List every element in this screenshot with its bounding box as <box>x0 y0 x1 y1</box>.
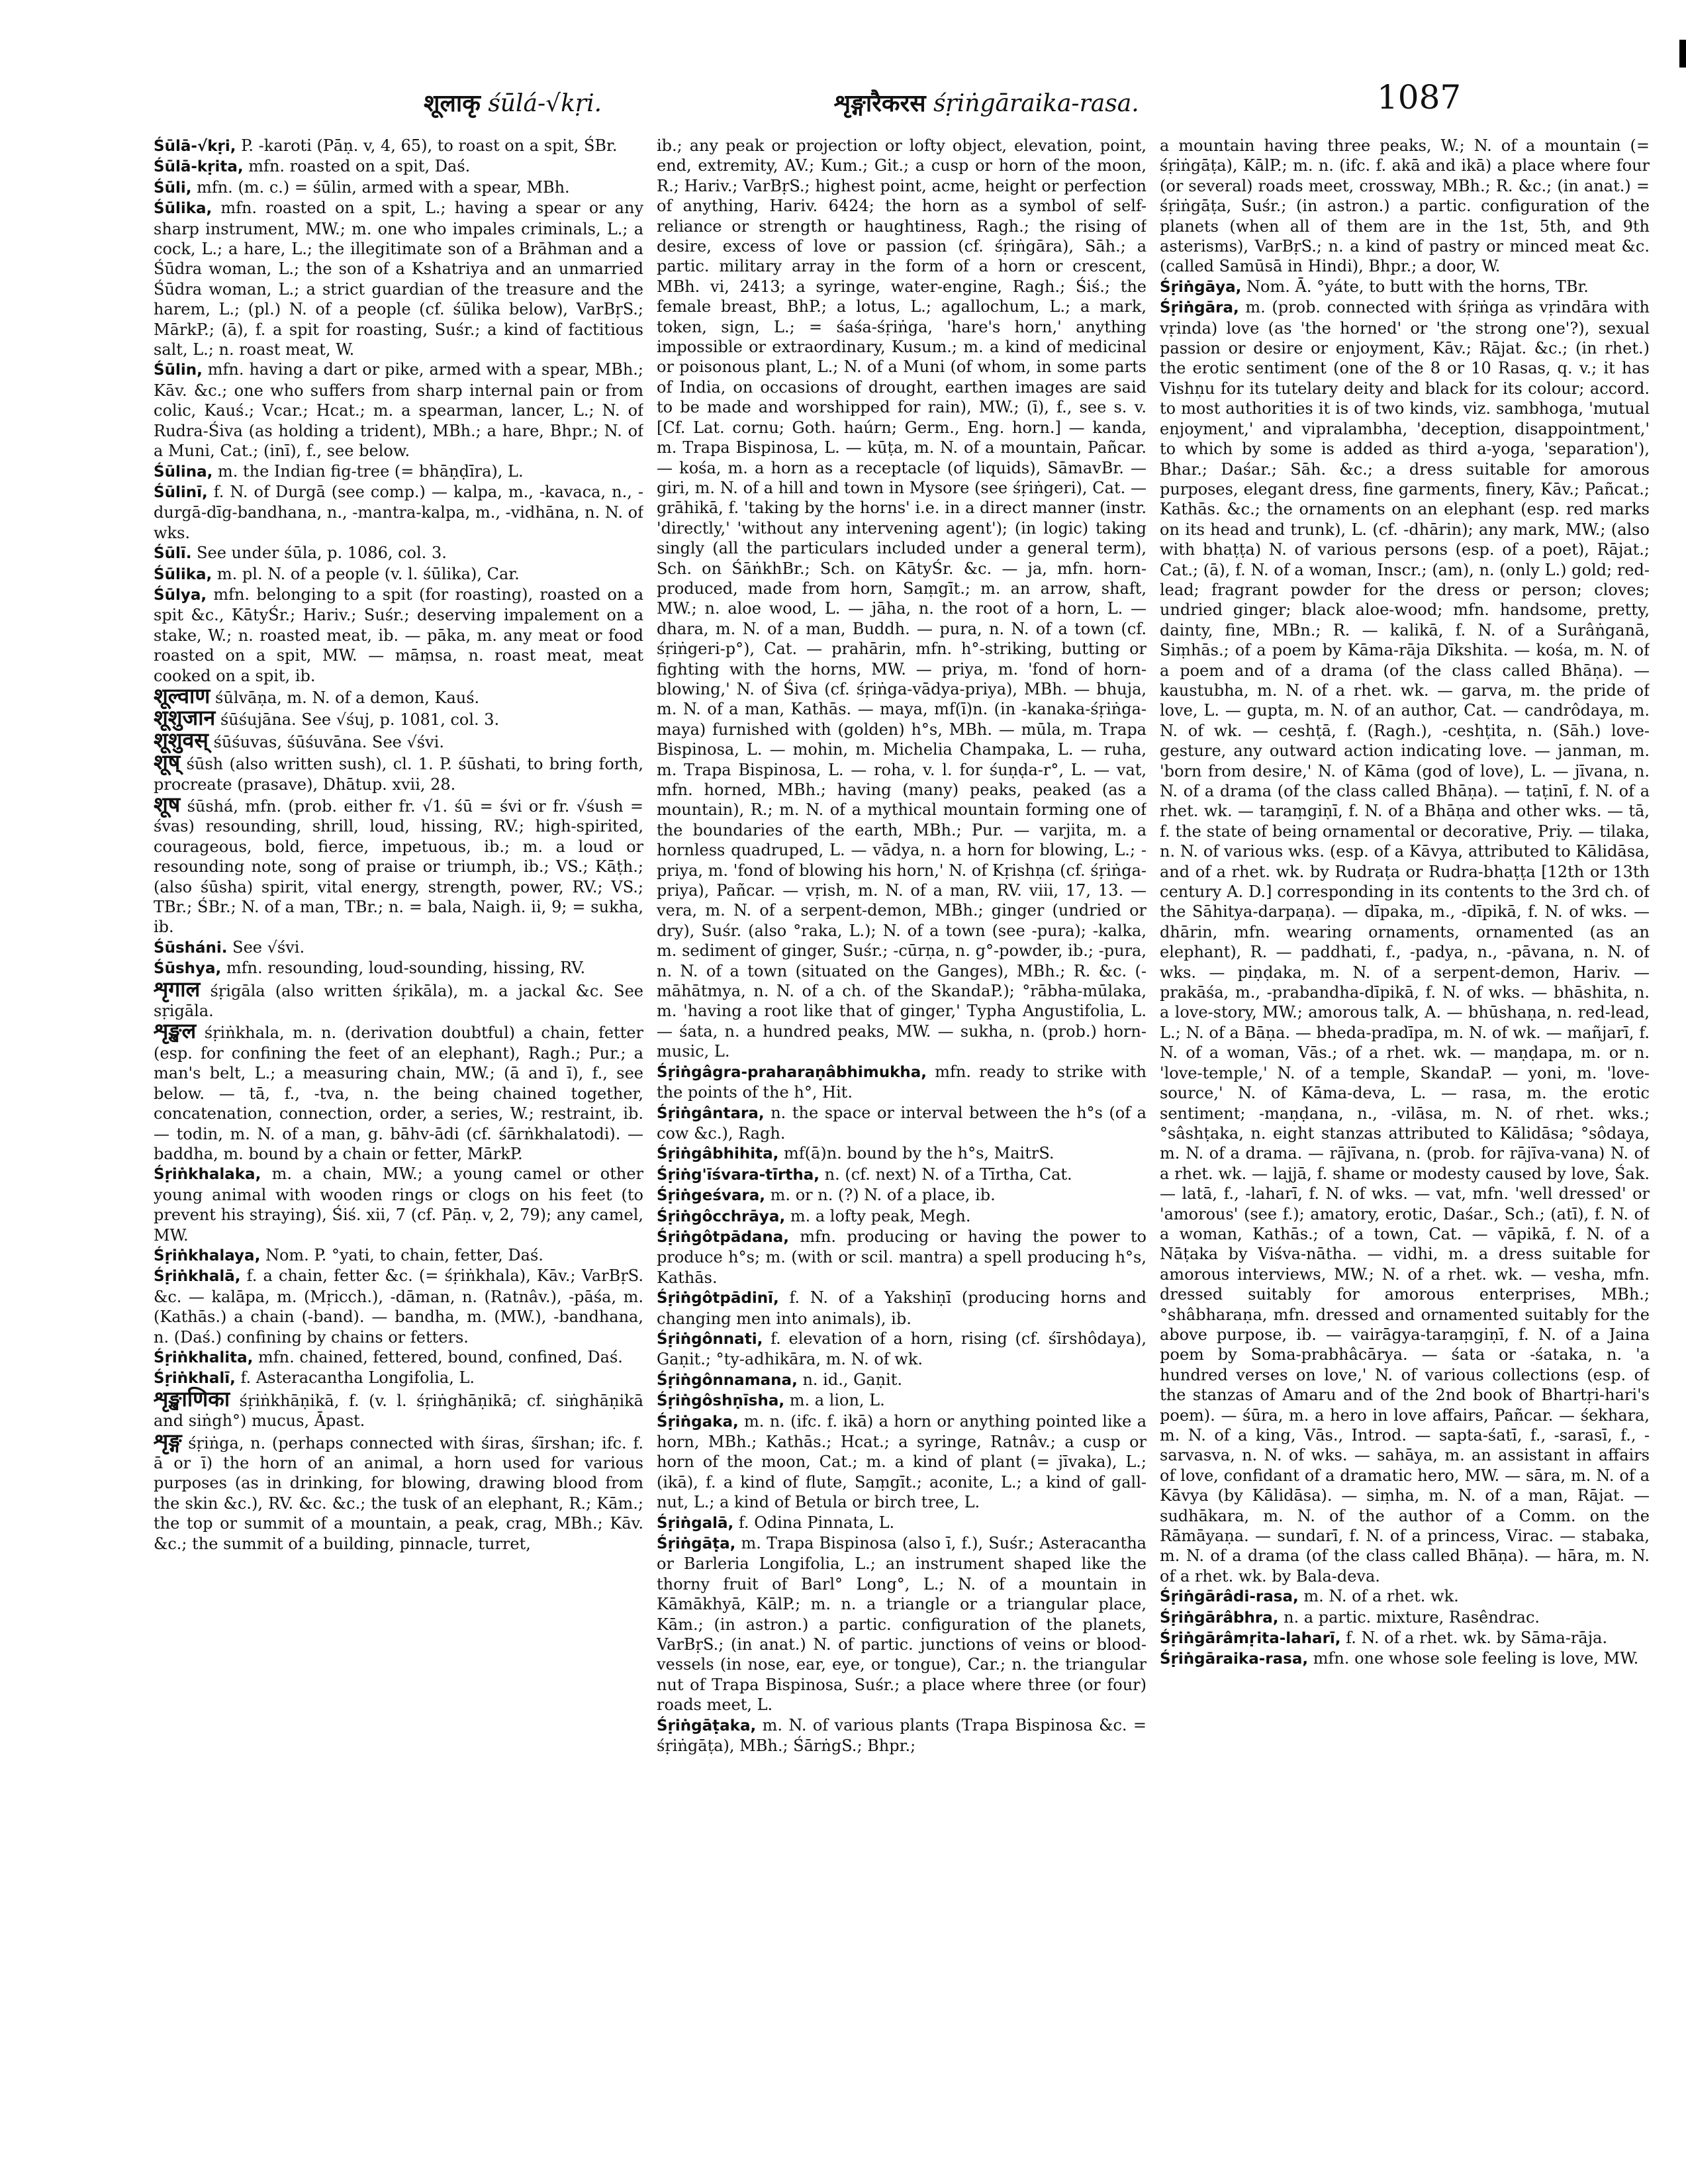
header-right-latin: śṛiṅgāraika-rasa. <box>933 90 1139 117</box>
dictionary-entry <box>1160 1648 1650 1669</box>
entry-headword: Śṛiṅgāraika-rasa, <box>1160 1650 1309 1668</box>
entry-definition: Nom. P. °yati, to chain, fetter, Daś. <box>260 1245 543 1264</box>
entry-definition: f. a chain, fetter &c. (= śṛiṅkhala), Kāv.; VarBṛS. &c. — kalāpa, m. (Mṛicch.), -dāman, n. (Ratnâv.), -pāśa, m. (Kathās.) a chain (-band). — bandha, m. (MW.), -bandhana, n. (Daś.) confining by chains or fetters. <box>154 1266 643 1347</box>
entry-headword: Śṛiṅgalā, <box>657 1514 734 1532</box>
entry-definition: śṛiṅkhala, m. n. (derivation doubtful) a chain, fetter (esp. for confining the feet of an elephant), Ragh.; Pur.; a man's belt, L.; a measuring chain, MW.; (ā and ī), f., see below. — tā, f., -tva, n. the being chained together, concatenation, connection, order, a series, W.; restraint, ib. — todin, m. N. of a man, g. bāhv-ādi (cf. śārṅkhalatodi). — baddha, m. bound by a chain or fetter, MārkP. <box>154 1023 643 1163</box>
entry-headword: Śūlika, <box>154 200 212 218</box>
entry-headword: Śṛiṅgântara, <box>657 1104 765 1122</box>
entry-headword: Śūlika, <box>154 565 212 583</box>
entry-headword: Śṛiṅgôshṇīsha, <box>657 1392 785 1410</box>
dictionary-entry <box>657 1143 1147 1164</box>
dictionary-entry <box>154 136 643 156</box>
header-left-devanagari: शूलाकृ <box>424 89 481 117</box>
entry-headword: Śṛiṅgôtpādinī, <box>657 1290 779 1307</box>
entry-headword: Śūlya, <box>154 586 207 604</box>
entry-headword: Śṛiṅgāra, <box>1160 299 1239 317</box>
page-number: 1087 <box>1377 78 1462 117</box>
entry-definition: mfn. belonging to a spit (for roasting), roasted on a spit &c., KātyŚr.; Hariv.; Suśr.; deserving impalement on a stake, W.; n. roasted meat, ib. — pāka, m. any meat or food roasted on a spit, MW. — māṃsa, n. roast meat, meat cooked on a spit, ib. <box>154 585 643 685</box>
entry-definition: f. Asteracantha Longifolia, L. <box>235 1368 475 1388</box>
dictionary-entry <box>154 198 643 359</box>
dictionary-entry <box>154 461 643 482</box>
dictionary-entry <box>1160 1628 1650 1648</box>
entry-headword: Śṛiṅkhalaya, <box>154 1247 261 1264</box>
entry-definition: Nom. Ā. °yáte, to butt with the horns, TBr. <box>1241 277 1589 296</box>
entry-devanagari-headword: शृङ्खाणिका <box>154 1386 230 1411</box>
entry-devanagari-headword: शूशुजान <box>154 705 216 731</box>
entry-headword: Śūlā-kṛita, <box>154 158 244 176</box>
dictionary-entry <box>154 794 643 937</box>
entry-definition: mfn. chained, fettered, bound, confined, Daś. <box>253 1347 623 1366</box>
dictionary-entry <box>1160 1586 1650 1607</box>
entry-definition: mfn. one whose sole feeling is love, MW. <box>1308 1649 1639 1668</box>
dictionary-entry <box>657 1715 1147 1756</box>
dictionary-entry <box>154 1164 643 1245</box>
dictionary-entry <box>154 958 643 978</box>
entry-definition: n. id., Gaṇit. <box>797 1370 902 1389</box>
entry-definition: mfn. ready to strike with the points of the h°, Hit. <box>657 1062 1147 1102</box>
entry-definition: m. Trapa Bispinosa (also ī, f.), Suśr.; Asteracantha or Barleria Longifolia, L.; an instrument shaped like the thorny fruit of Barl° Long°, L.; N. of a mountain in Kāmākhyā, KālP.; m. n. a triangle or a triangular place, Kām.; (in astron.) a partic. configuration of the planets, VarBṛS.; (in anat.) N. of partic. junctions of veins or blood-vessels (in nose, ear, eye, or tongue), Car.; n. the triangular nut of Trapa Bispinosa, Suśr.; a place where three (or four) roads meet, L. <box>657 1534 1147 1715</box>
entry-definition: mfn. resounding, loud-sounding, hissing, RV. <box>221 959 586 978</box>
dictionary-entry <box>657 1513 1147 1533</box>
dictionary-entry <box>154 359 643 461</box>
dictionary-entry <box>657 1227 1147 1288</box>
dictionary-entry <box>154 749 643 794</box>
entry-definition: śṛigāla (also written śṛikāla), m. a jackal &c. See sṛigāla. <box>154 981 643 1021</box>
dictionary-entry <box>657 1288 1147 1329</box>
header-left-headword <box>424 86 602 119</box>
entry-definition: mfn. roasted on a spit, L.; having a spear or any sharp instrument, MW.; m. one who impales criminals, L.; a cock, L.; a hare, L.; the illegitimate son of a Brāhman and a Śūdra woman, L.; the son of a Kshatriya and an unmarried Śūdra woman, L.; a strict guardian of the treasure and the harem, L.; (pl.) N. of a people (cf. śūlika below), VarBṛS.; MārkP.; (ā), f. a spit for roasting, Suśr.; a kind of factitious salt, L.; n. roast meat, W. <box>154 199 643 359</box>
entry-headword: Śūlā-√kṛi, <box>154 138 236 155</box>
entry-headword: Śṛiṅgaka, <box>657 1413 739 1431</box>
dictionary-entry <box>154 1245 643 1266</box>
dictionary-entry <box>154 727 643 753</box>
column-1 <box>154 136 643 2161</box>
entry-headword: Śūsháni. <box>154 939 228 957</box>
dictionary-entry <box>154 705 643 731</box>
entry-definition: śṛiṅga, n. (perhaps connected with śiras, śīrshan; ifc. f. ā or ī) the horn of an animal, a horn used for various purposes (as in drinking, for blowing, drawing blood from the skin &c.), RV. &c. &c.; the tusk of an elephant, R.; Kām.; the top or summit of a mountain, a peak, crag, MBh.; Kāv. &c.; the summit of a building, pinnacle, turret, <box>154 1433 643 1553</box>
entry-definition: mfn. having a dart or pike, armed with a spear, MBh.; Kāv. &c.; one who suffers from sharp internal pain or from colic, Kauś.; Vcar.; Hcat.; m. a spearman, lancer, L.; N. of Rudra-Śiva (as holding a trident), MBh.; a hare, Bhpr.; N. of a Muni, Cat.; (inī), f., see below. <box>154 360 643 461</box>
entry-definition: mf(ā)n. bound by the h°s, MaitrS. <box>778 1144 1054 1163</box>
entry-definition: a mountain having three peaks, W.; N. of a mountain (= śṛiṅgāṭa), KālP.; m. n. (ifc. f. akā and ikā) a place where four (or several) roads meet, crossway, MBh.; R. &c.; (in anat.) = śṛiṅgāṭa, Suśr.; (in astron.) a partic. configuration of the planets (when all of them are in the 1st, 5th, and 9th asterisms), VarBṛS.; n. a kind of pastry or minced meat &c. (called Samūsā in Hindi), Bhpr.; a door, W. <box>1160 136 1650 276</box>
entry-definition: śūshá, mfn. (prob. either fr. √1. śū = śvi or fr. √śush = śvas) resounding, shrill, loud, hissing, RV.; high-spirited, courageous, bold, fierce, impetuous, ib.; m. a loud or resounding note, song of praise or triumph, ib.; VS.; Kāṭh.; (also śūsha) spirit, vital energy, strength, power, RV.; VS.; TBr.; ŚBr.; N. of a man, TBr.; n. = bala, Naigh. ii, 9; = sukha, ib. <box>154 797 643 937</box>
entry-headword: Śṛiṅkhalā, <box>154 1268 241 1286</box>
column-2 <box>657 136 1147 2161</box>
page-edge-mark <box>1679 40 1686 68</box>
dictionary-entry <box>154 1428 643 1554</box>
entry-headword: Śṛiṅgārâdi-rasa, <box>1160 1588 1299 1606</box>
dictionary-entry <box>657 1390 1147 1411</box>
entry-headword: Śṛiṅgāya, <box>1160 278 1242 296</box>
entry-headword: Śūlī. <box>154 545 192 563</box>
dictionary-entry <box>154 482 643 543</box>
entry-definition: f. N. of a rhet. wk. by Sāma-rāja. <box>1340 1629 1608 1648</box>
entry-definition: ib.; any peak or projection or lofty object, elevation, point, end, extremity, AV.; Kum.; Git.; a cusp or horn of the moon, R.; Hariv.; VarBṛS.; highest point, acme, height or perfection of anything, Hariv. 6424; the horn as a symbol of self-reliance or strength or haughtiness, Ragh.; the rising of desire, excess of love or passion (cf. śṛiṅgāra), Sāh.; a partic. military array in the form of a horn or crescent, MBh. vi, 2413; a syringe, water-engine, Ragh.; Śiś.; the female breast, BhP.; a lotus, L.; agallochum, L.; a mark, token, sign, L.; = śaśa-śṛiṅga, 'hare's horn,' anything impossible or extraordinary, Kusum.; m. a kind of medicinal or poisonous plant, L.; N. of a Muni (of whom, in some parts of India, on occasions of drought, earthen images are said to be made and worshipped for rain), MW.; (ī), f., see s. v. [Cf. Lat. cornu; Goth. haúrn; Germ., Eng. horn.] — kanda, m. Trapa Bispinosa, L. — kūṭa, m. N. of a mountain, Pañcar. — kośa, m. a horn as a receptacle (of liquids), SāmavBr. — giri, m. N. of a hill and town in Mysore (see śṛiṅgeri), Cat. — grāhikā, f. 'taking by the horns' i.e. in a direct manner (instr. 'directly,' 'without any intervening agent'); (in logic) taking singly (all the particulars included under a general term), Sch. on ŚāṅkhBr.; Sch. on KātyŚr. &c. — ja, mfn. horn-produced, made from horn, Saṃgīt.; m. an arrow, shaft, MW.; n. aloe wood, L. — jāha, n. the root of a horn, L. — dhara, m. N. of a man, Buddh. — pura, n. N. of a town (cf. śṛiṅgeri-p°), Cat. — prahārin, mfn. h°-striking, butting or fighting with the horns, MW. — priya, m. 'fond of horn-blowing,' N. of Śiva (cf. śṛiṅga-vādya-priya), MBh. — bhuja, m. N. of a man, Kathās. — maya, mf(ī)n. (in -kanaka-śṛiṅga-maya) furnished with (golden) h°s, MBh. — mūla, m. Trapa Bispinosa, L. — mohin, m. Michelia Champaka, L. — ruha, m. Trapa Bispinosa, L. — roha, v. l. for śuṇḍa-r°, L. — vat, mfn. horned, MBh.; having (many) peaks, peaked (as a mountain), R.; m. N. of a mythical mountain forming one of the boundaries of the earth, MBh.; Pur. — varjita, m. a hornless quadruped, L. — vādya, n. a horn for blowing, L.; -priya, m. 'fond of blowing his horn,' N. of Kṛishṇa (cf. śṛiṅga-priya), Pañcar. — vṛish, m. N. of a man, RV. viii, 17, 13. — vera, m. N. of a serpent-demon, MBh.; ginger (undried or dry), Suśr. (also °raka, L.); N. of a town (see -pura); -kalka, m. sediment of ginger, Suśr.; -cūrṇa, n. g°-powder, ib.; -pura, n. N. of a town (situated on the Ganges), MBh.; R. &c. (-māhātmya, n. N. of a ch. of the SkandaP.); °rābha-mūlaka, m. 'having a root like that of ginger,' Typha Angustifolia, L. — śata, n. a hundred peaks, MW. — sukha, n. (prob.) horn-music, L. <box>657 136 1147 1061</box>
entry-headword: Śṛiṅgāṭaka, <box>657 1717 757 1734</box>
entry-definition: f. elevation of a horn, rising (cf. śīrshôdaya), Gaṇit.; °ty-adhikāra, m. N. of wk. <box>657 1329 1147 1369</box>
entry-definition: m. pl. N. of a people (v. l. śūlika), Car. <box>212 564 520 583</box>
entry-definition: m. the Indian fig-tree (= bhāṇḍīra), L. <box>212 461 524 481</box>
entry-headword: Śṛiṅkhalaka, <box>154 1166 261 1184</box>
entry-devanagari-headword: शूष <box>154 792 181 817</box>
entry-devanagari-headword: शूष् <box>154 749 181 775</box>
entry-devanagari-headword: शूल्वाण <box>154 683 211 708</box>
entry-definition: f. Odina Pinnata, L. <box>733 1513 895 1532</box>
dictionary-entry <box>1160 277 1650 297</box>
entry-headword: Śūshya, <box>154 960 222 978</box>
entry-headword: Śūlinī, <box>154 483 208 501</box>
entry-definition: śūśuvas, śūśuvāna. See √śvi. <box>208 732 444 751</box>
entry-headword: Śṛiṅgāṭa, <box>657 1535 736 1553</box>
entry-headword: Śṛiṅgâgra-praharaṇâbhimukha, <box>657 1063 927 1081</box>
dictionary-entry <box>657 1062 1147 1103</box>
dictionary-entry <box>657 1329 1147 1370</box>
dictionary-entry <box>657 1533 1147 1715</box>
dictionary-entry <box>154 564 643 585</box>
entry-headword: Śṛiṅgārâmṛita-laharī, <box>1160 1630 1341 1648</box>
entry-definition: m. a lofty peak, Megh. <box>785 1206 971 1225</box>
header-right-devanagari: शृङ्गारैकरस <box>834 89 926 117</box>
dictionary-entry <box>1160 136 1650 277</box>
entry-headword: Śṛiṅgeśvara, <box>657 1187 766 1205</box>
dictionary-entry <box>1160 1607 1650 1628</box>
entry-definition: m. a lion, L. <box>784 1391 885 1410</box>
entry-definition: mfn. (m. c.) = śūlin, armed with a spear, MBh. <box>191 177 570 197</box>
entry-definition: m. or n. (?) N. of a place, ib. <box>765 1186 996 1205</box>
header-left-latin: śūlá-√kṛi. <box>488 90 602 117</box>
entry-headword: Śṛiṅgâbhihita, <box>657 1145 779 1163</box>
running-header <box>0 78 1686 124</box>
entry-definition: m. N. of various plants (Trapa Bispinosa &c. = śṛiṅgāṭa), MBh.; ŚārṅgS.; Bhpr.; <box>657 1715 1147 1756</box>
dictionary-entry <box>154 683 643 708</box>
entry-devanagari-headword: शृङ्खल <box>154 1018 197 1044</box>
entry-definition: n. (cf. next) N. of a Tīrtha, Cat. <box>820 1164 1072 1184</box>
entry-headword: Śṛiṅgôtpādana, <box>657 1228 790 1246</box>
dictionary-entry <box>657 1185 1147 1206</box>
dictionary-entry <box>154 177 643 198</box>
entry-devanagari-headword: शृगाल <box>154 976 201 1002</box>
entry-headword: Śṛiṅgônnati, <box>657 1330 763 1348</box>
dictionary-entry <box>154 937 643 958</box>
entry-definition: m. n. (ifc. f. ikā) a horn or anything pointed like a horn, MBh.; Kathās.; Hcat.; a syringe, Ratnâv.; a cusp or horn of the moon, Cat.; m. a kind of plant (= jīvaka), L.; (ikā), f. a kind of flute, Saṃgīt.; aconite, L.; a kind of gall-nut, L.; a kind of Betula or birch tree, L. <box>657 1411 1147 1512</box>
entry-definition: śūśujāna. See √śuj, p. 1081, col. 3. <box>215 710 500 730</box>
dictionary-entry <box>154 1266 643 1347</box>
dictionary-entry <box>154 976 643 1021</box>
entry-definition: śūsh (also written sush), cl. 1. P. śūshati, to bring forth, procreate (prasave), Dhātup. xvii, 28. <box>154 755 643 794</box>
entry-definition: P. -karoti (Pāṇ. v, 4, 65), to roast on a spit, ŚBr. <box>236 136 618 155</box>
dictionary-entry <box>154 1386 643 1431</box>
entry-definition: f. N. of Durgā (see comp.) — kalpa, m., -kavaca, n., -durgā-dīg-bandhana, n., -mantra-kalpa, m., -vidhāna, n. N. of wks. <box>154 482 643 542</box>
entry-definition: mfn. producing or having the power to produce h°s; m. (with or scil. mantra) a spell producing h°s, Kathās. <box>657 1227 1147 1287</box>
dictionary-entry <box>154 543 643 563</box>
entry-headword: Śṛiṅkhalita, <box>154 1349 254 1366</box>
dictionary-entry <box>154 1347 643 1368</box>
dictionary-entry <box>657 1164 1147 1185</box>
entry-headword: Śṛiṅgôcchrāya, <box>657 1208 786 1225</box>
dictionary-entry <box>657 1103 1147 1144</box>
entry-definition: mfn. roasted on a spit, Daś. <box>243 157 471 176</box>
entry-definition: m. (prob. connected with śṛiṅga as vṛindāra with vṛinda) love (as 'the horned' or 'the strong one'?), sexual passion or desire or enjoyment, Kāv.; Rājat. &c.; (in rhet.) the erotic sentiment (one of the 8 or 10 Rasas, q. v.; it has Vishṇu for its tutelary deity and black for its colour; accord. to most authorities it is of two kinds, viz. sambhoga, 'mutual enjoyment,' and vipralambha, 'deception, disappointment,' to which by some is added as third a-yoga, 'separation'), Bhar.; Daśar.; Sāh. &c.; a dress suitable for amorous purposes, elegant dress, fine garments, finery, Kāv.; Pañcat.; Kathās. &c.; the ornaments on an elephant (esp. red marks on its head and trunk), L. (cf. -dhārin); any mark, MW.; (also with bhaṭṭa) N. of various persons (esp. of a poet), Rājat.; Cat.; (ā), f. N. of a woman, Inscr.; (am), n. (only L.) gold; red-lead; fragrant powder for the dress or person; cloves; undried ginger; black aloe-wood; mfn. handsome, pretty, dainty, fine, MBn.; R. — kalikā, f. N. of a Surâṅganā, Siṃhās.; of a poem by Kāma-rāja Dīkshita. — kośa, m. N. of a poem and of a drama (of the class called Bhāṇa). — kaustubha, m. N. of a rhet. wk. — garva, m. the pride of love, L. — gupta, m. N. of an author, Cat. — candrôdaya, m. N. of wk. — ceshṭā, f. (Ragh.), -ceshṭita, n. (Sāh.) love-gesture, any outward action indicating love. — janman, m. 'born from desire,' N. of Kāma (god of love), L. — jīvana, n. N. of a drama (of the class called Bhāṇa). — taṭinī, f. N. of a rhet. wk. — taraṃgiṇī, f. N. of a Bhāṇa and other wks. — tā, f. the state of being ornamental or decorative, Priy. — tilaka, n. N. of various wks. (esp. of a Kāvya, attributed to Kālidāsa, and of a rhet. wk. by Rudraṭa or Rudra-bhaṭṭa [12th or 13th century A. D.] corresponding in its contents to the 3rd ch. of the Sāhitya-darpaṇa). — dīpaka, m., -dīpikā, f. N. of wks. — dhārin, mfn. wearing ornaments, ornamented (as an elephant), R. — paddhati, f., -padya, n., -pāvana, n. N. of wks. — piṇḍaka, m. N. of a serpent-demon, Hariv. — prakāśa, m., -prabandha-dīpikā, f. N. of wks. — bhāshita, n. a love-story, MW.; amorous talk, A. — bhūshaṇa, n. red-lead, L.; N. of a Bāṇa. — bheda-pradīpa, m. N. of wk. — mañjarī, f. N. of a woman, Vās.; of a rhet. wk. — maṇḍapa, m. or n. 'love-temple,' N. of a temple, SkandaP. — yoni, m. 'love-source,' N. of Kāma-deva, L. — rasa, m. the erotic sentiment; -maṇḍana, n., -vilāsa, m. N. of rhet. wks.; °sâshṭaka, n. eight stanzas attributed to Kālidāsa; °sôdaya, m. N. of a drama. — rājīvana, n. (prob. for rājīva-vana) N. of a rhet. wk. — lajjā, f. shame or modesty caused by love, Śak. — latā, f., -laharī, f. N. of wks. — vat, mfn. 'well dressed' or 'amorous' (see f.); amatory, erotic, Daśar., Sch.; (atī), f. N. of a woman, Kathās.; of a town, Cat. — vāpikā, f. N. of a Nāṭaka by Viśva-nātha. — vidhi, m. a dress suitable for amorous interviews, MW.; N. of a rhet. wk. — vesha, mfn. dressed suitably for amorous enterprises, MBh.; °shâbharaṇa, mfn. dressed and ornamented suitably for the above purpose, ib. — vairāgya-taraṃgiṇī, f. N. of a Jaina poem by Soma-prabhâcārya. — śata or -śataka, n. 'a hundred verses on love,' N. of various collections (esp. of the stanzas of Amaru and of the 2nd book of Bhartṛi-hari's poem). — śūra, m. a hero in love affairs, Pañcar. — śekhara, m. N. of a king, Vās., Introd. — sapta-śatī, f., -sarasī, f., -sarvasva, n. N. of wks. — sahāya, m. an assistant in affairs of love, confidant of a dramatic hero, MW. — sāra, m. N. of a Kāvya (by Kālidāsa). — siṃha, m. N. of a man, Rājat. — sudhākara, m. N. of the author of a Comm. on the Rāmāyaṇa. — sundarī, f. N. of a princess, Virac. — stabaka, m. N. of a drama (of the class called Bhāṇa). — hāra, m. N. of a rhet. wk. by Bala-deva. <box>1160 298 1650 1586</box>
entry-headword: Śūli, <box>154 179 192 197</box>
dictionary-entry <box>154 585 643 686</box>
entry-definition: m. N. of a rhet. wk. <box>1298 1587 1459 1606</box>
dictionary-entry <box>657 1411 1147 1513</box>
dictionary-entry <box>657 1370 1147 1390</box>
entry-headword: Śṛiṅg'īśvara-tīrtha, <box>657 1166 820 1184</box>
header-right-headword <box>834 86 1139 119</box>
entry-headword: Śṛiṅkhalī, <box>154 1370 236 1388</box>
entry-devanagari-headword: शृङ्ग <box>154 1428 182 1454</box>
dictionary-entry <box>154 1018 643 1164</box>
dictionary-entry <box>657 1206 1147 1227</box>
entry-headword: Śṛiṅgônnamana, <box>657 1371 798 1389</box>
entry-headword: Śūlin, <box>154 361 203 379</box>
entry-definition: See √śvi. <box>227 937 305 957</box>
column-3 <box>1160 136 1650 2161</box>
entry-devanagari-headword: शूशुवस् <box>154 727 209 753</box>
entry-definition: m. a chain, MW.; a young camel or other young animal with wooden rings or clogs on his feet (to prevent his straying), Śiś. xii, 7 (cf. Pāṇ. v, 2, 79); any camel, MW. <box>154 1164 643 1245</box>
dictionary-entry <box>657 136 1147 1062</box>
entry-definition: n. a partic. mixture, Rasêndrac. <box>1278 1607 1540 1627</box>
entry-definition: f. N. of a Yakshiṇī (producing horns and changing men into animals), ib. <box>657 1288 1147 1328</box>
entry-definition: n. the space or interval between the h°s (of a cow &c.), Ragh. <box>657 1103 1147 1143</box>
entry-headword: Śūlina, <box>154 463 213 481</box>
entry-headword: Śṛiṅgārâbhra, <box>1160 1609 1279 1627</box>
entry-definition: śūlvāṇa, m. N. of a demon, Kauś. <box>210 688 480 707</box>
dictionary-entry <box>1160 297 1650 1586</box>
dictionary-entry <box>154 156 643 177</box>
entry-definition: śṛiṅkhāṇikā, f. (v. l. śṛiṅghāṇikā; cf. siṅghāṇikā and siṅgh°) mucus, Āpast. <box>154 1391 643 1431</box>
entry-definition: See under śūla, p. 1086, col. 3. <box>191 544 447 563</box>
